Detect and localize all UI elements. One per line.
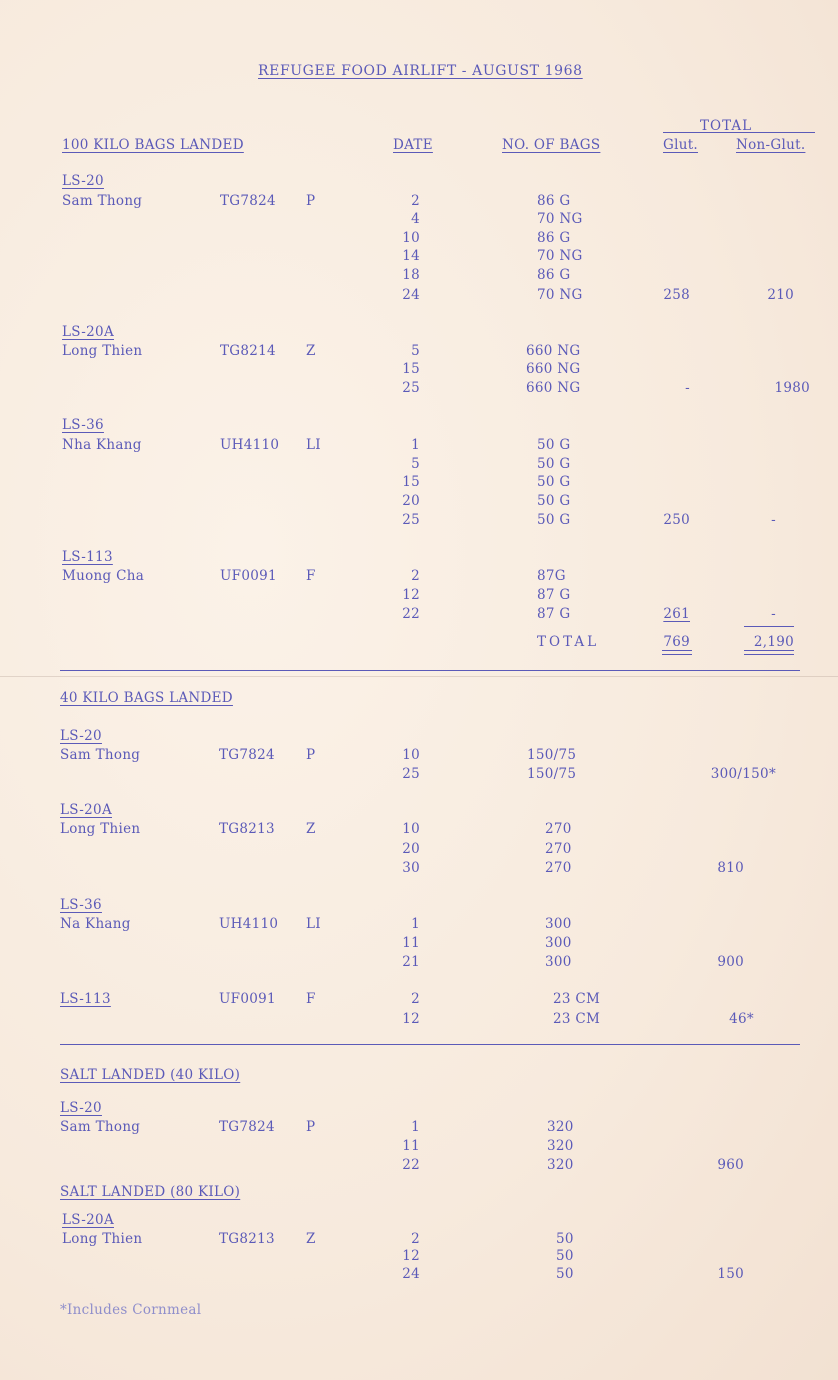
double-underline [744,650,794,651]
page-title: REFUGEE FOOD AIRLIFT - AUGUST 1968 [258,63,583,79]
row-date: 22 [402,1157,420,1173]
row-date: 11 [402,935,420,951]
row-date: 22 [402,606,420,622]
site-letter: Z [306,343,316,359]
row-bags: 50 G [537,456,571,472]
site-letter: P [306,1119,316,1135]
row-bags: 150/75 [527,747,577,763]
row-date: 25 [402,766,420,782]
site-label: LS-20 [60,1100,102,1116]
row-date: 2 [411,193,420,209]
footnote: *Includes Cornmeal [60,1302,202,1318]
site-code: UH4110 [220,437,280,453]
row-bags: 70 NG [537,211,583,227]
row-bags: 50 G [537,437,571,453]
row-bags: 50 G [537,493,571,509]
row-bags: 50 G [537,474,571,490]
section-title-salt40: SALT LANDED (40 KILO) [60,1067,241,1083]
site-total: 960 [717,1157,744,1173]
header-total: TOTAL [700,118,753,134]
row-date: 1 [411,1119,420,1135]
row-bags: 70 NG [537,287,583,303]
site-code: TG7824 [219,1119,275,1135]
row-date: 24 [402,287,420,303]
row-bags: 50 [556,1248,574,1264]
header-non-glut: Non-Glut. [736,137,806,153]
row-date: 18 [402,267,420,283]
fold-crease [0,676,838,677]
site-name: Long Thien [62,1231,143,1247]
row-date: 4 [411,211,420,227]
row-bags: 150/75 [527,766,577,782]
row-date: 24 [402,1266,420,1282]
site-name: Sam Thong [60,1119,141,1135]
row-bags: 300 [545,916,572,932]
site-code: UH4110 [219,916,279,932]
site-label: LS-113 [60,991,111,1007]
row-date: 30 [402,860,420,876]
site-code: TG8213 [219,821,275,837]
row-date: 2 [411,991,420,1007]
row-bags: 87G [537,568,566,584]
row-bags: 87 G [537,606,571,622]
header-total-underline [663,132,815,133]
row-bags: 320 [547,1119,574,1135]
site-code: TG7824 [220,193,276,209]
nonglut-total: - [771,606,776,622]
site-label: LS-20 [60,728,102,744]
row-bags: 86 G [537,193,571,209]
row-date: 1 [411,437,420,453]
section-divider [60,670,800,671]
row-date: 2 [411,568,420,584]
site-label: LS-20A [62,324,114,340]
row-bags: 86 G [537,230,571,246]
site-name: Muong Cha [62,568,145,584]
row-date: 1 [411,916,420,932]
row-date: 11 [402,1138,420,1154]
site-total: 150 [717,1266,744,1282]
row-bags: 87 G [537,587,571,603]
row-bags: 50 [556,1266,574,1282]
site-code: UF0091 [220,568,277,584]
site-name: Long Thien [62,343,143,359]
site-name: Na Khang [60,916,131,932]
glut-total: 261 [663,606,690,622]
site-letter: F [306,568,316,584]
glut-total: 258 [663,287,690,303]
site-letter: P [306,193,316,209]
row-bags: 320 [547,1138,574,1154]
row-date: 5 [411,456,420,472]
section-title-40kilo: 40 KILO BAGS LANDED [60,690,233,706]
section-divider [60,1044,800,1045]
site-total: 900 [717,954,744,970]
grand-total-nonglut: 2,190 [753,634,794,650]
site-letter: F [306,991,316,1007]
site-total: 300/150* [710,766,776,782]
row-bags: 270 [545,860,572,876]
site-code: TG7824 [219,747,275,763]
double-underline [662,654,692,655]
section-title-100kilo: 100 KILO BAGS LANDED [62,137,244,153]
row-bags: 270 [545,841,572,857]
row-date: 12 [402,1011,420,1027]
site-label: LS-36 [60,897,102,913]
site-label: LS-20 [62,173,104,189]
site-letter: P [306,747,316,763]
site-label: LS-20A [60,802,112,818]
nonglut-total: - [771,512,776,528]
row-bags: 23 CM [553,991,601,1007]
row-date: 15 [402,361,420,377]
row-date: 10 [402,747,420,763]
row-bags: 270 [545,821,572,837]
row-date: 15 [402,474,420,490]
header-date: DATE [393,137,433,153]
site-label: LS-113 [62,549,113,565]
grand-total-glut: 769 [663,634,690,650]
row-date: 10 [402,821,420,837]
header-no-of-bags: NO. OF BAGS [502,137,601,153]
row-date: 12 [402,587,420,603]
site-name: Nha Khang [62,437,142,453]
row-bags: 86 G [537,267,571,283]
row-bags: 660 NG [526,361,581,377]
row-bags: 300 [545,935,572,951]
row-bags: 300 [545,954,572,970]
site-letter: LI [306,916,321,932]
row-date: 20 [402,493,420,509]
row-date: 5 [411,343,420,359]
site-name: Long Thien [60,821,141,837]
site-label: LS-20A [62,1212,114,1228]
section-title-salt80: SALT LANDED (80 KILO) [60,1184,241,1200]
row-bags: 50 [556,1231,574,1247]
site-label: LS-36 [62,417,104,433]
row-date: 21 [402,954,420,970]
row-bags: 70 NG [537,248,583,264]
row-bags: 23 CM [553,1011,601,1027]
row-bags: 660 NG [526,343,581,359]
glut-total: 250 [663,512,690,528]
row-date: 2 [411,1231,420,1247]
site-total: 810 [717,860,744,876]
site-letter: LI [306,437,321,453]
site-code: TG8213 [219,1231,275,1247]
site-letter: Z [306,821,316,837]
site-code: UF0091 [219,991,276,1007]
nonglut-total: 210 [767,287,794,303]
row-date: 20 [402,841,420,857]
site-name: Sam Thong [62,193,143,209]
site-code: TG8214 [220,343,276,359]
double-underline [662,650,692,651]
total-label: TOTAL [537,634,600,650]
row-bags: 660 NG [526,380,581,396]
row-bags: 50 G [537,512,571,528]
nonglut-total: 1980 [774,380,810,396]
row-date: 14 [402,248,420,264]
header-glut: Glut. [663,137,699,153]
row-date: 25 [402,380,420,396]
row-bags: 320 [547,1157,574,1173]
row-date: 25 [402,512,420,528]
site-letter: Z [306,1231,316,1247]
row-date: 10 [402,230,420,246]
row-date: 12 [402,1248,420,1264]
site-name: Sam Thong [60,747,141,763]
glut-total: - [685,380,690,396]
site-total: 46* [729,1011,754,1027]
double-underline [744,654,794,655]
nonglut-subtotal-underline [744,626,794,627]
